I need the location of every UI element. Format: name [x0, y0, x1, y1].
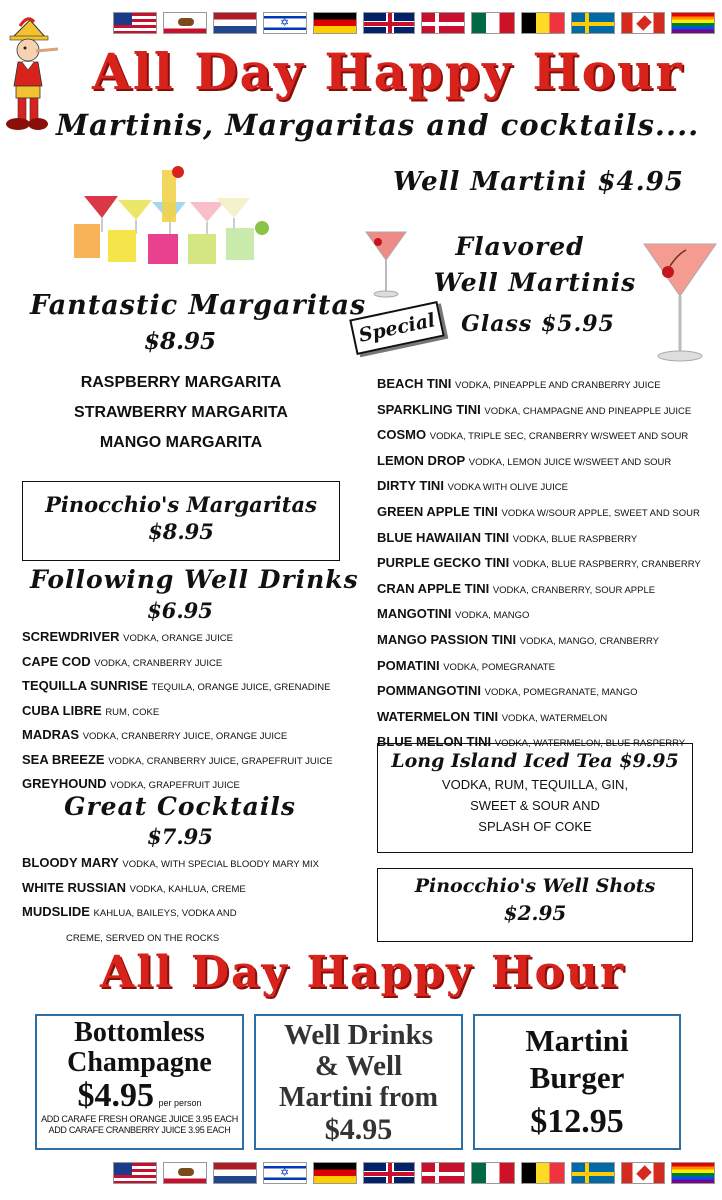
uk-flag-icon [363, 1162, 415, 1184]
list-item: CRAN APPLE TINI VODKA, CRANBERRY, SOUR APPLE [377, 580, 656, 596]
cocktails-title: Great Cocktails [64, 792, 296, 821]
list-item: GREEN APPLE TINI VODKA W/SOUR APPLE, SWEET AND SOUR [377, 503, 700, 519]
flag-strip-bottom [113, 1162, 715, 1184]
list-item: BEACH TINI VODKA, PINEAPPLE AND CRANBERRY JUICE [377, 376, 661, 391]
margaritas-title: Fantastic Margaritas [30, 290, 367, 321]
israel-flag-icon: ✡ [263, 1162, 307, 1184]
champagne-line-2: Champagne [67, 1047, 212, 1078]
well-shots-price: $2.95 [503, 901, 567, 925]
sweden-flag-icon [571, 12, 615, 34]
burger-box [473, 1014, 681, 1150]
long-island-line-1: VODKA, RUM, TEQUILLA, GIN, [441, 777, 629, 792]
well-shots-title: Pinocchio's Well Shots [414, 875, 656, 897]
well-promo-price: $4.95 [324, 1113, 393, 1146]
list-item: LEMON DROP VODKA, LEMON JUICE W/SWEET AND SOUR [377, 452, 672, 468]
germany-flag-icon [313, 12, 357, 34]
flavored-price: Glass $5.95 [461, 311, 615, 337]
germany-flag-icon [313, 1162, 357, 1184]
well-shots-box [377, 868, 693, 942]
long-island-title: Long Island Iced Tea $9.95 [391, 750, 679, 772]
netherlands-flag-icon [213, 1162, 257, 1184]
mexico-flag-icon [471, 1162, 515, 1184]
list-item: RASPBERRY MARGARITA [80, 374, 282, 391]
list-item: CUBA LIBRE RUM, COKE [22, 702, 160, 718]
well-promo-box [254, 1014, 463, 1150]
pinocchio-margaritas-box [22, 481, 340, 561]
martini-glass-large-icon [640, 240, 720, 364]
pinocchio-margaritas-price: $8.95 [148, 519, 214, 544]
flavored-line-2: Well Martinis [433, 268, 637, 297]
well-drinks-title: Following Well Drinks [30, 565, 359, 594]
champagne-line-1: Bottomless [74, 1017, 205, 1048]
well-promo-line-3: Martini from [279, 1082, 438, 1113]
margaritas-list [40, 368, 322, 458]
champagne-per-person: per person [158, 1098, 202, 1108]
long-island-line-2: SWEET & SOUR AND [470, 798, 600, 813]
list-item: BLUE MELON TINI VODKA, WATERMELON, BLUE RASPERRY [377, 734, 686, 750]
list-item: MADRAS VODKA, CRANBERRY JUICE, ORANGE JUICE [22, 727, 288, 742]
well-promo-line-1: Well Drinks [283, 1019, 434, 1051]
champagne-price: $4.95 [77, 1077, 154, 1114]
cocktails-list [22, 852, 319, 950]
martini-glass-small-icon [364, 226, 408, 300]
page-title: All Day Happy Hour [92, 42, 684, 101]
well-drinks-list [22, 626, 333, 798]
flavored-martini-list [377, 372, 717, 756]
burger-line-2: Burger [529, 1060, 625, 1095]
champagne-box [35, 1014, 244, 1150]
special-tag: Special [349, 301, 445, 355]
list-item: COSMO VODKA, TRIPLE SEC, CRANBERRY W/SWEET AND SOUR [377, 427, 689, 443]
champagne-price-row [37, 1078, 242, 1114]
list-item: GREYHOUND VODKA, GRAPEFRUIT JUICE [22, 776, 240, 791]
denmark-flag-icon [421, 1162, 465, 1184]
flavored-line-1: Flavored [455, 232, 585, 261]
usa-flag-icon [113, 12, 157, 34]
well-promo-line-2: & Well [314, 1050, 403, 1082]
burger-line-1: Martini [525, 1023, 629, 1058]
page-subtitle: Martinis, Margaritas and cocktails.... [56, 108, 700, 142]
footer-title: All Day Happy Hour [100, 947, 626, 998]
list-item: SPARKLING TINI VODKA, CHAMPAGNE AND PINEAPPLE JUICE [377, 401, 692, 417]
well-martini-price: Well Martini $4.95 [393, 167, 684, 197]
sweden-flag-icon [571, 1162, 615, 1184]
list-item: STRAWBERRY MARGARITA [74, 404, 288, 421]
cocktails-price: $7.95 [147, 824, 213, 849]
denmark-flag-icon [421, 12, 465, 34]
list-item: DIRTY TINI VODKA WITH OLIVE JUICE [377, 478, 568, 494]
list-item: CREME, SERVED ON THE ROCKS [66, 932, 220, 944]
usa-flag-icon [113, 1162, 157, 1184]
mexico-flag-icon [471, 12, 515, 34]
belgium-flag-icon [521, 1162, 565, 1184]
list-item: CAPE COD VODKA, CRANBERRY JUICE [22, 653, 223, 669]
list-item: TEQUILLA SUNRISE TEQUILA, ORANGE JUICE, GRENADINE [22, 678, 331, 693]
list-item: SCREWDRIVER VODKA, ORANGE JUICE [22, 629, 233, 644]
champagne-add-1: ADD CARAFE FRESH ORANGE JUICE 3.95 EACH [41, 1114, 238, 1124]
list-item: WHITE RUSSIAN VODKA, KAHLUA, CREME [22, 879, 246, 895]
california-flag-icon [163, 1162, 207, 1184]
margaritas-price: $8.95 [143, 328, 217, 355]
list-item: PURPLE GECKO TINI VODKA, BLUE RASPBERRY, CRANBERRY [377, 555, 701, 571]
margarita-glasses-photo [66, 162, 284, 272]
list-item: MANGO PASSION TINI VODKA, MANGO, CRANBERRY [377, 631, 659, 647]
list-item: POMMANGOTINI VODKA, POMEGRANATE, MANGO [377, 683, 638, 699]
list-item: MANGOTINI VODKA, MANGO [377, 606, 530, 622]
list-item: MUDSLIDE KAHLUA, BAILEYS, VODKA AND [22, 904, 237, 919]
flag-strip-top [113, 12, 715, 34]
list-item: POMATINI VODKA, POMEGRANATE [377, 657, 555, 673]
rainbow-flag-icon [671, 12, 715, 34]
pinocchio-mascot [0, 16, 60, 132]
burger-price: $12.95 [530, 1103, 624, 1140]
list-item: WATERMELON TINI VODKA, WATERMELON [377, 708, 608, 724]
well-drinks-price: $6.95 [147, 598, 213, 623]
canada-flag-icon [621, 12, 665, 34]
list-item: BLOODY MARY VODKA, WITH SPECIAL BLOODY MARY MIX [22, 855, 319, 870]
rainbow-flag-icon [671, 1162, 715, 1184]
list-item: MANGO MARGARITA [99, 434, 263, 451]
netherlands-flag-icon [213, 12, 257, 34]
israel-flag-icon: ✡ [263, 12, 307, 34]
list-item: BLUE HAWAIIAN TINI VODKA, BLUE RASPBERRY [377, 529, 638, 545]
california-flag-icon [163, 12, 207, 34]
uk-flag-icon [363, 12, 415, 34]
list-item: SEA BREEZE VODKA, CRANBERRY JUICE, GRAPEFRUIT JUICE [22, 751, 333, 767]
long-island-line-3: SPLASH OF COKE [478, 819, 592, 834]
pinocchio-margaritas-title: Pinocchio's Margaritas [45, 492, 317, 517]
champagne-add-2: ADD CARAFE CRANBERRY JUICE 3.95 EACH [48, 1125, 231, 1135]
long-island-box [377, 743, 693, 853]
canada-flag-icon [621, 1162, 665, 1184]
belgium-flag-icon [521, 12, 565, 34]
